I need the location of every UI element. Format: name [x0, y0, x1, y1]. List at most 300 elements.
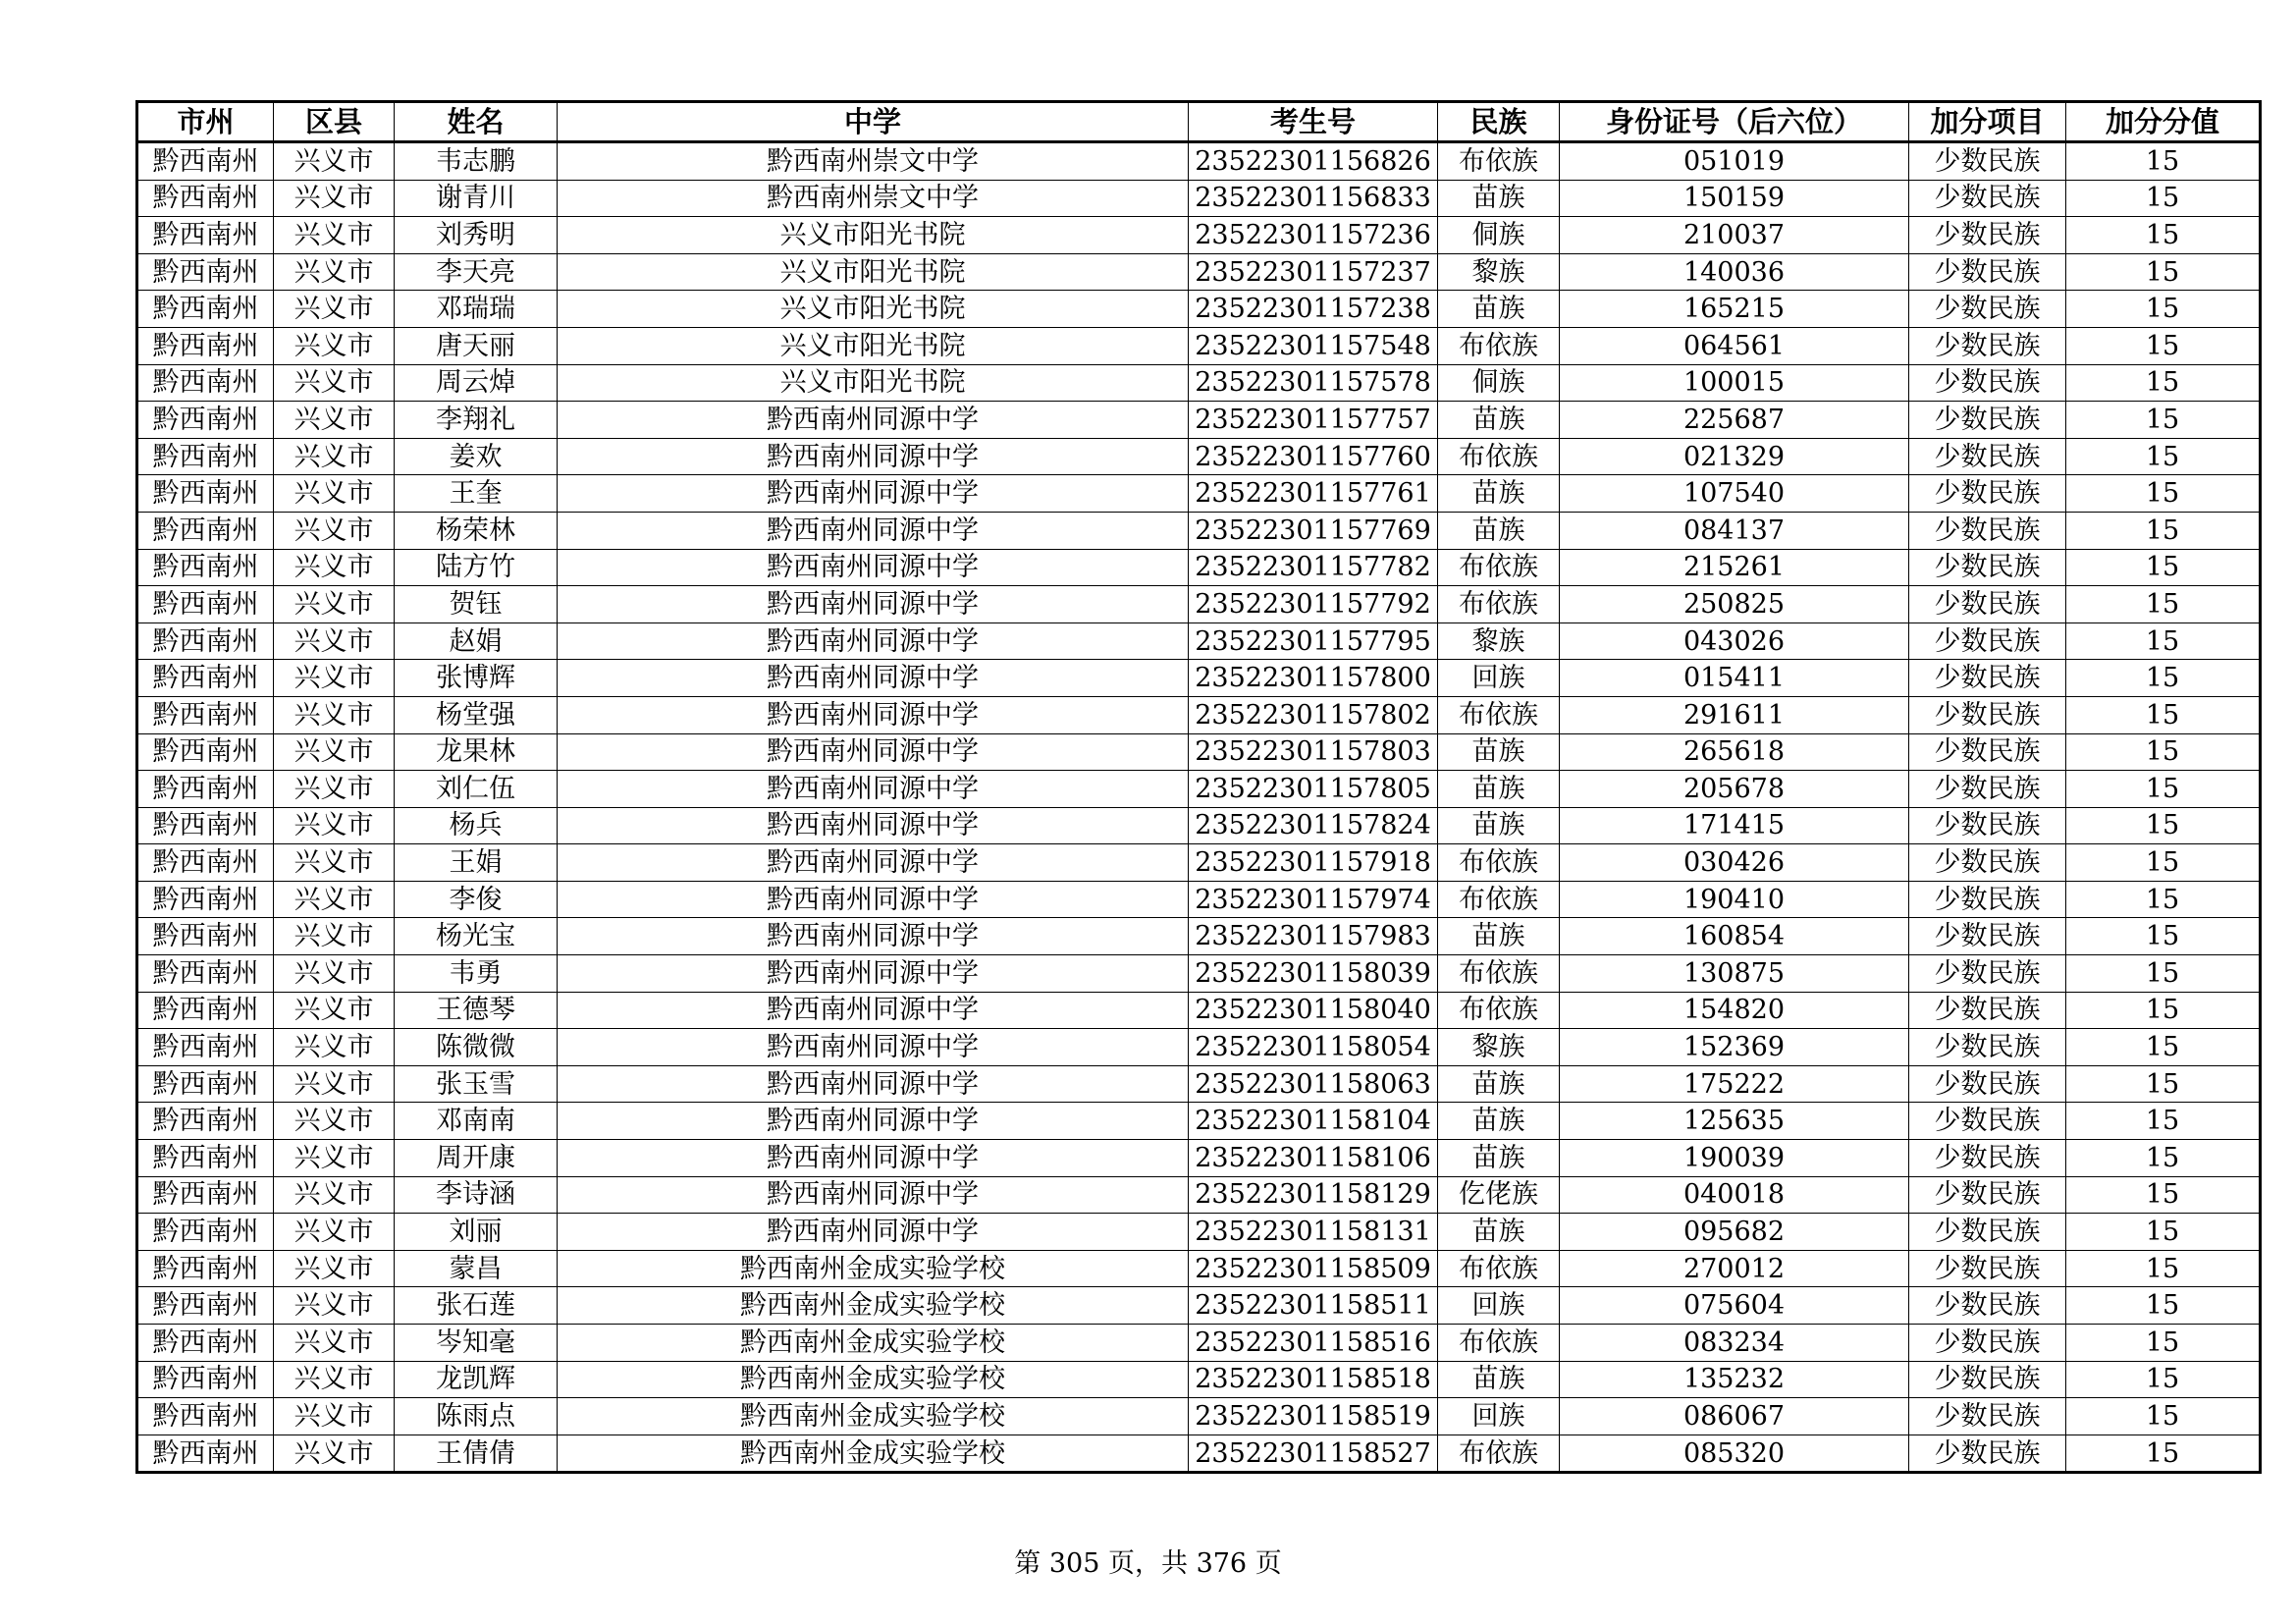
city-cell: 黔西南州	[137, 955, 274, 993]
exam-number-cell: 23522301157805	[1189, 771, 1438, 808]
district-cell: 兴义市	[274, 253, 395, 291]
column-header-id-last-six: 身份证号（后六位）	[1560, 102, 1909, 142]
table-row	[137, 327, 2261, 364]
bonus-points-cell: 15	[2066, 1029, 2261, 1066]
bonus-points-cell: 15	[2066, 1103, 2261, 1140]
city-cell: 黔西南州	[137, 512, 274, 549]
district-cell: 兴义市	[274, 475, 395, 513]
bonus-item-cell: 少数民族	[1909, 881, 2066, 918]
id-last-six-cell: 084137	[1560, 512, 1909, 549]
district-cell: 兴义市	[274, 1176, 395, 1214]
table-row	[137, 1361, 2261, 1398]
ethnicity-cell: 布依族	[1438, 586, 1560, 623]
ethnicity-cell: 布依族	[1438, 1435, 1560, 1473]
bonus-item-cell: 少数民族	[1909, 1103, 2066, 1140]
name-cell: 陈微微	[395, 1029, 558, 1066]
ethnicity-cell: 布依族	[1438, 955, 1560, 993]
ethnicity-cell: 苗族	[1438, 807, 1560, 844]
bonus-item-cell: 少数民族	[1909, 142, 2066, 181]
district-cell: 兴义市	[274, 881, 395, 918]
city-cell: 黔西南州	[137, 623, 274, 660]
table-row	[137, 1065, 2261, 1103]
name-cell: 谢青川	[395, 180, 558, 217]
bonus-points-cell: 15	[2066, 291, 2261, 328]
school-cell: 黔西南州同源中学	[558, 1176, 1189, 1214]
exam-number-cell: 23522301158131	[1189, 1214, 1438, 1251]
school-cell: 黔西南州同源中学	[558, 1214, 1189, 1251]
id-last-six-cell: 021329	[1560, 438, 1909, 475]
city-cell: 黔西南州	[137, 881, 274, 918]
ethnicity-cell: 苗族	[1438, 291, 1560, 328]
name-cell: 贺钰	[395, 586, 558, 623]
name-cell: 刘秀明	[395, 217, 558, 254]
city-cell: 黔西南州	[137, 217, 274, 254]
ethnicity-cell: 布依族	[1438, 142, 1560, 181]
table-row	[137, 1325, 2261, 1362]
table-row	[137, 660, 2261, 697]
city-cell: 黔西南州	[137, 1103, 274, 1140]
exam-number-cell: 23522301157769	[1189, 512, 1438, 549]
table-row	[137, 918, 2261, 955]
id-last-six-cell: 051019	[1560, 142, 1909, 181]
name-cell: 岑知毫	[395, 1325, 558, 1362]
bonus-item-cell: 少数民族	[1909, 512, 2066, 549]
bonus-points-cell: 15	[2066, 696, 2261, 733]
id-last-six-cell: 150159	[1560, 180, 1909, 217]
school-cell: 黔西南州同源中学	[558, 881, 1189, 918]
name-cell: 韦志鹏	[395, 142, 558, 181]
city-cell: 黔西南州	[137, 1325, 274, 1362]
ethnicity-cell: 苗族	[1438, 1065, 1560, 1103]
name-cell: 龙果林	[395, 733, 558, 771]
table-row	[137, 512, 2261, 549]
id-last-six-cell: 100015	[1560, 364, 1909, 402]
city-cell: 黔西南州	[137, 1029, 274, 1066]
school-cell: 兴义市阳光书院	[558, 364, 1189, 402]
exam-number-cell: 23522301158039	[1189, 955, 1438, 993]
bonus-item-cell: 少数民族	[1909, 844, 2066, 882]
exam-number-cell: 23522301157578	[1189, 364, 1438, 402]
table-row	[137, 217, 2261, 254]
bonus-item-cell: 少数民族	[1909, 1029, 2066, 1066]
name-cell: 张石莲	[395, 1287, 558, 1325]
city-cell: 黔西南州	[137, 1287, 274, 1325]
bonus-points-cell: 15	[2066, 1250, 2261, 1287]
bonus-item-cell: 少数民族	[1909, 1214, 2066, 1251]
district-cell: 兴义市	[274, 1361, 395, 1398]
name-cell: 张博辉	[395, 660, 558, 697]
city-cell: 黔西南州	[137, 1250, 274, 1287]
column-header-exam-number: 考生号	[1189, 102, 1438, 142]
table-row	[137, 733, 2261, 771]
ethnicity-cell: 苗族	[1438, 1140, 1560, 1177]
school-cell: 黔西南州同源中学	[558, 918, 1189, 955]
exam-number-cell: 23522301157760	[1189, 438, 1438, 475]
name-cell: 刘丽	[395, 1214, 558, 1251]
city-cell: 黔西南州	[137, 142, 274, 181]
name-cell: 周开康	[395, 1140, 558, 1177]
school-cell: 黔西南州金成实验学校	[558, 1250, 1189, 1287]
city-cell: 黔西南州	[137, 807, 274, 844]
district-cell: 兴义市	[274, 1398, 395, 1435]
city-cell: 黔西南州	[137, 1176, 274, 1214]
bonus-points-cell: 15	[2066, 180, 2261, 217]
bonus-points-cell: 15	[2066, 733, 2261, 771]
name-cell: 李天亮	[395, 253, 558, 291]
ethnicity-cell: 苗族	[1438, 402, 1560, 439]
id-last-six-cell: 152369	[1560, 1029, 1909, 1066]
school-cell: 黔西南州同源中学	[558, 733, 1189, 771]
bonus-item-cell: 少数民族	[1909, 180, 2066, 217]
bonus-points-cell: 15	[2066, 438, 2261, 475]
name-cell: 陈雨点	[395, 1398, 558, 1435]
page-footer: 第 305 页，共 376 页	[1014, 1548, 1282, 1579]
city-cell: 黔西南州	[137, 696, 274, 733]
table-row	[137, 364, 2261, 402]
school-cell: 黔西南州金成实验学校	[558, 1287, 1189, 1325]
exam-number-cell: 23522301156833	[1189, 180, 1438, 217]
city-cell: 黔西南州	[137, 364, 274, 402]
exam-number-cell: 23522301157918	[1189, 844, 1438, 882]
table-row	[137, 807, 2261, 844]
id-last-six-cell: 265618	[1560, 733, 1909, 771]
exam-number-cell: 23522301158516	[1189, 1325, 1438, 1362]
district-cell: 兴义市	[274, 217, 395, 254]
bonus-points-cell: 15	[2066, 844, 2261, 882]
school-cell: 黔西南州同源中学	[558, 807, 1189, 844]
id-last-six-cell: 040018	[1560, 1176, 1909, 1214]
id-last-six-cell: 215261	[1560, 549, 1909, 586]
table-row	[137, 1029, 2261, 1066]
bonus-item-cell: 少数民族	[1909, 438, 2066, 475]
district-cell: 兴义市	[274, 771, 395, 808]
id-last-six-cell: 095682	[1560, 1214, 1909, 1251]
ethnicity-cell: 布依族	[1438, 696, 1560, 733]
bonus-item-cell: 少数民族	[1909, 1176, 2066, 1214]
bonus-points-cell: 15	[2066, 918, 2261, 955]
ethnicity-cell: 苗族	[1438, 918, 1560, 955]
ethnicity-cell: 黎族	[1438, 1029, 1560, 1066]
id-last-six-cell: 130875	[1560, 955, 1909, 993]
district-cell: 兴义市	[274, 696, 395, 733]
name-cell: 李翔礼	[395, 402, 558, 439]
bonus-points-cell: 15	[2066, 217, 2261, 254]
bonus-item-cell: 少数民族	[1909, 586, 2066, 623]
bonus-points-cell: 15	[2066, 1140, 2261, 1177]
id-last-six-cell: 140036	[1560, 253, 1909, 291]
school-cell: 黔西南州同源中学	[558, 623, 1189, 660]
bonus-points-cell: 15	[2066, 660, 2261, 697]
name-cell: 杨堂强	[395, 696, 558, 733]
table-row	[137, 402, 2261, 439]
district-cell: 兴义市	[274, 807, 395, 844]
ethnicity-cell: 黎族	[1438, 253, 1560, 291]
bonus-item-cell: 少数民族	[1909, 327, 2066, 364]
district-cell: 兴义市	[274, 512, 395, 549]
ethnicity-cell: 黎族	[1438, 623, 1560, 660]
exam-number-cell: 23522301158509	[1189, 1250, 1438, 1287]
exam-number-cell: 23522301158511	[1189, 1287, 1438, 1325]
district-cell: 兴义市	[274, 918, 395, 955]
column-header-city: 市州	[137, 102, 274, 142]
city-cell: 黔西南州	[137, 475, 274, 513]
bonus-points-cell: 15	[2066, 586, 2261, 623]
id-last-six-cell: 210037	[1560, 217, 1909, 254]
bonus-points-cell: 15	[2066, 1398, 2261, 1435]
column-header-bonus-item: 加分项目	[1909, 102, 2066, 142]
table-row	[137, 1214, 2261, 1251]
table-row	[137, 549, 2261, 586]
bonus-item-cell: 少数民族	[1909, 475, 2066, 513]
bonus-item-cell: 少数民族	[1909, 623, 2066, 660]
school-cell: 黔西南州同源中学	[558, 1103, 1189, 1140]
bonus-item-cell: 少数民族	[1909, 918, 2066, 955]
table-row	[137, 1140, 2261, 1177]
school-cell: 黔西南州同源中学	[558, 844, 1189, 882]
bonus-points-cell: 15	[2066, 549, 2261, 586]
school-cell: 黔西南州同源中学	[558, 955, 1189, 993]
id-last-six-cell: 154820	[1560, 992, 1909, 1029]
city-cell: 黔西南州	[137, 291, 274, 328]
bonus-points-cell: 15	[2066, 992, 2261, 1029]
city-cell: 黔西南州	[137, 844, 274, 882]
exam-number-cell: 23522301158104	[1189, 1103, 1438, 1140]
bonus-item-cell: 少数民族	[1909, 364, 2066, 402]
ethnicity-cell: 回族	[1438, 1398, 1560, 1435]
city-cell: 黔西南州	[137, 549, 274, 586]
id-last-six-cell: 107540	[1560, 475, 1909, 513]
ethnicity-cell: 布依族	[1438, 992, 1560, 1029]
table-row	[137, 291, 2261, 328]
bonus-points-cell: 15	[2066, 1176, 2261, 1214]
bonus-item-cell: 少数民族	[1909, 955, 2066, 993]
city-cell: 黔西南州	[137, 1361, 274, 1398]
district-cell: 兴义市	[274, 364, 395, 402]
exam-number-cell: 23522301157236	[1189, 217, 1438, 254]
name-cell: 周云焯	[395, 364, 558, 402]
name-cell: 蒙昌	[395, 1250, 558, 1287]
bonus-points-cell: 15	[2066, 1065, 2261, 1103]
exam-number-cell: 23522301157983	[1189, 918, 1438, 955]
id-last-six-cell: 064561	[1560, 327, 1909, 364]
bonus-item-cell: 少数民族	[1909, 1065, 2066, 1103]
city-cell: 黔西南州	[137, 660, 274, 697]
district-cell: 兴义市	[274, 180, 395, 217]
id-last-six-cell: 291611	[1560, 696, 1909, 733]
id-last-six-cell: 171415	[1560, 807, 1909, 844]
district-cell: 兴义市	[274, 844, 395, 882]
exam-number-cell: 23522301157761	[1189, 475, 1438, 513]
district-cell: 兴义市	[274, 992, 395, 1029]
table-row	[137, 771, 2261, 808]
name-cell: 杨兵	[395, 807, 558, 844]
table-row	[137, 438, 2261, 475]
bonus-item-cell: 少数民族	[1909, 291, 2066, 328]
city-cell: 黔西南州	[137, 1398, 274, 1435]
id-last-six-cell: 270012	[1560, 1250, 1909, 1287]
school-cell: 黔西南州同源中学	[558, 512, 1189, 549]
bonus-item-cell: 少数民族	[1909, 1250, 2066, 1287]
school-cell: 黔西南州同源中学	[558, 1029, 1189, 1066]
name-cell: 李俊	[395, 881, 558, 918]
exam-number-cell: 23522301157974	[1189, 881, 1438, 918]
name-cell: 李诗涵	[395, 1176, 558, 1214]
ethnicity-cell: 苗族	[1438, 733, 1560, 771]
school-cell: 黔西南州同源中学	[558, 586, 1189, 623]
table-row	[137, 992, 2261, 1029]
table-row	[137, 955, 2261, 993]
district-cell: 兴义市	[274, 1435, 395, 1473]
ethnicity-cell: 布依族	[1438, 438, 1560, 475]
district-cell: 兴义市	[274, 549, 395, 586]
header-row	[137, 102, 2261, 142]
district-cell: 兴义市	[274, 1103, 395, 1140]
city-cell: 黔西南州	[137, 586, 274, 623]
roster-table	[135, 100, 2262, 1474]
id-last-six-cell: 205678	[1560, 771, 1909, 808]
bonus-item-cell: 少数民族	[1909, 1325, 2066, 1362]
city-cell: 黔西南州	[137, 327, 274, 364]
ethnicity-cell: 布依族	[1438, 1325, 1560, 1362]
city-cell: 黔西南州	[137, 1214, 274, 1251]
school-cell: 黔西南州金成实验学校	[558, 1325, 1189, 1362]
id-last-six-cell: 083234	[1560, 1325, 1909, 1362]
id-last-six-cell: 190410	[1560, 881, 1909, 918]
bonus-points-cell: 15	[2066, 1214, 2261, 1251]
exam-number-cell: 23522301158518	[1189, 1361, 1438, 1398]
exam-number-cell: 23522301157792	[1189, 586, 1438, 623]
ethnicity-cell: 苗族	[1438, 1103, 1560, 1140]
table-row	[137, 142, 2261, 181]
name-cell: 韦勇	[395, 955, 558, 993]
table-row	[137, 586, 2261, 623]
district-cell: 兴义市	[274, 660, 395, 697]
name-cell: 杨光宝	[395, 918, 558, 955]
exam-number-cell: 23522301157795	[1189, 623, 1438, 660]
bonus-points-cell: 15	[2066, 253, 2261, 291]
id-last-six-cell: 030426	[1560, 844, 1909, 882]
ethnicity-cell: 回族	[1438, 1287, 1560, 1325]
id-last-six-cell: 225687	[1560, 402, 1909, 439]
school-cell: 黔西南州同源中学	[558, 549, 1189, 586]
bonus-item-cell: 少数民族	[1909, 253, 2066, 291]
ethnicity-cell: 苗族	[1438, 771, 1560, 808]
bonus-points-cell: 15	[2066, 771, 2261, 808]
ethnicity-cell: 侗族	[1438, 364, 1560, 402]
district-cell: 兴义市	[274, 586, 395, 623]
bonus-item-cell: 少数民族	[1909, 1140, 2066, 1177]
school-cell: 黔西南州同源中学	[558, 402, 1189, 439]
bonus-points-cell: 15	[2066, 881, 2261, 918]
exam-number-cell: 23522301158129	[1189, 1176, 1438, 1214]
id-last-six-cell: 015411	[1560, 660, 1909, 697]
exam-number-cell: 23522301157800	[1189, 660, 1438, 697]
exam-number-cell: 23522301158063	[1189, 1065, 1438, 1103]
bonus-points-cell: 15	[2066, 955, 2261, 993]
exam-number-cell: 23522301158054	[1189, 1029, 1438, 1066]
district-cell: 兴义市	[274, 291, 395, 328]
id-last-six-cell: 250825	[1560, 586, 1909, 623]
table-row	[137, 1176, 2261, 1214]
ethnicity-cell: 苗族	[1438, 180, 1560, 217]
table-row	[137, 696, 2261, 733]
bonus-item-cell: 少数民族	[1909, 696, 2066, 733]
bonus-item-cell: 少数民族	[1909, 402, 2066, 439]
bonus-item-cell: 少数民族	[1909, 1287, 2066, 1325]
table-row	[137, 1103, 2261, 1140]
city-cell: 黔西南州	[137, 438, 274, 475]
id-last-six-cell: 135232	[1560, 1361, 1909, 1398]
bonus-points-cell: 15	[2066, 475, 2261, 513]
table-row	[137, 180, 2261, 217]
school-cell: 兴义市阳光书院	[558, 327, 1189, 364]
table-row	[137, 1287, 2261, 1325]
school-cell: 黔西南州金成实验学校	[558, 1361, 1189, 1398]
exam-number-cell: 23522301157824	[1189, 807, 1438, 844]
district-cell: 兴义市	[274, 1325, 395, 1362]
city-cell: 黔西南州	[137, 918, 274, 955]
name-cell: 赵娟	[395, 623, 558, 660]
name-cell: 姜欢	[395, 438, 558, 475]
bonus-points-cell: 15	[2066, 1361, 2261, 1398]
school-cell: 黔西南州崇文中学	[558, 180, 1189, 217]
ethnicity-cell: 布依族	[1438, 1250, 1560, 1287]
exam-number-cell: 23522301157802	[1189, 696, 1438, 733]
school-cell: 黔西南州同源中学	[558, 771, 1189, 808]
table-row	[137, 253, 2261, 291]
id-last-six-cell: 175222	[1560, 1065, 1909, 1103]
bonus-item-cell: 少数民族	[1909, 771, 2066, 808]
name-cell: 刘仁伍	[395, 771, 558, 808]
exam-number-cell: 23522301157757	[1189, 402, 1438, 439]
bonus-points-cell: 15	[2066, 142, 2261, 181]
school-cell: 黔西南州同源中学	[558, 992, 1189, 1029]
school-cell: 黔西南州同源中学	[558, 696, 1189, 733]
exam-number-cell: 23522301157238	[1189, 291, 1438, 328]
column-header-district: 区县	[274, 102, 395, 142]
bonus-item-cell: 少数民族	[1909, 1435, 2066, 1473]
bonus-item-cell: 少数民族	[1909, 660, 2066, 697]
name-cell: 张玉雪	[395, 1065, 558, 1103]
id-last-six-cell: 086067	[1560, 1398, 1909, 1435]
name-cell: 龙凯辉	[395, 1361, 558, 1398]
district-cell: 兴义市	[274, 1065, 395, 1103]
school-cell: 兴义市阳光书院	[558, 253, 1189, 291]
exam-number-cell: 23522301157548	[1189, 327, 1438, 364]
city-cell: 黔西南州	[137, 992, 274, 1029]
ethnicity-cell: 苗族	[1438, 1214, 1560, 1251]
school-cell: 黔西南州金成实验学校	[558, 1435, 1189, 1473]
ethnicity-cell: 布依族	[1438, 844, 1560, 882]
district-cell: 兴义市	[274, 327, 395, 364]
school-cell: 黔西南州同源中学	[558, 438, 1189, 475]
table-row	[137, 1250, 2261, 1287]
district-cell: 兴义市	[274, 1029, 395, 1066]
exam-number-cell: 23522301158519	[1189, 1398, 1438, 1435]
id-last-six-cell: 165215	[1560, 291, 1909, 328]
exam-number-cell: 23522301158106	[1189, 1140, 1438, 1177]
column-header-name: 姓名	[395, 102, 558, 142]
ethnicity-cell: 侗族	[1438, 217, 1560, 254]
bonus-points-cell: 15	[2066, 1435, 2261, 1473]
bonus-item-cell: 少数民族	[1909, 992, 2066, 1029]
bonus-points-cell: 15	[2066, 1325, 2261, 1362]
district-cell: 兴义市	[274, 733, 395, 771]
exam-number-cell: 23522301157782	[1189, 549, 1438, 586]
column-header-school: 中学	[558, 102, 1189, 142]
city-cell: 黔西南州	[137, 1065, 274, 1103]
column-header-bonus-points: 加分分值	[2066, 102, 2261, 142]
